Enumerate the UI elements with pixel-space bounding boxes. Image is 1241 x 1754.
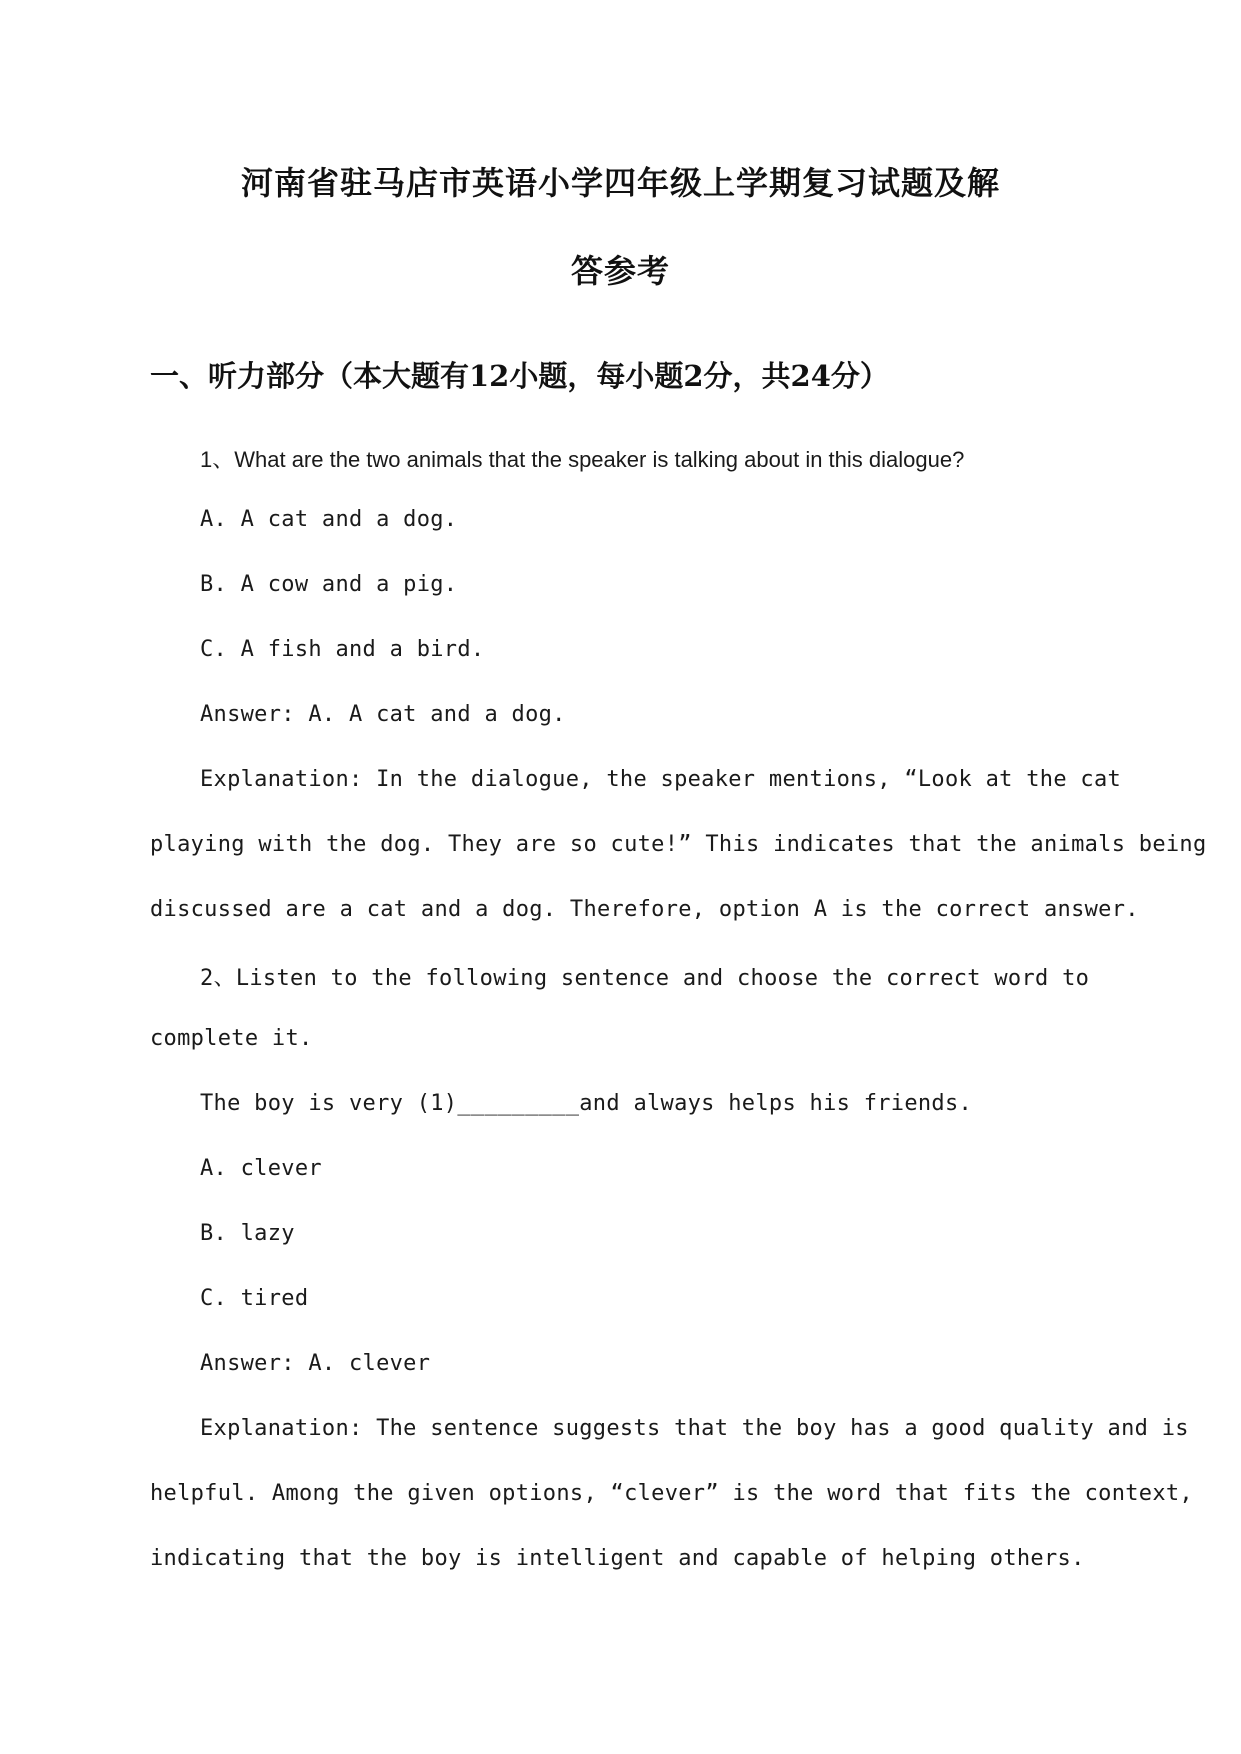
q2-option-b: B. lazy: [200, 1221, 295, 1246]
q1-explanation-line-3: discussed are a cat and a dog. Therefore, option A is the correct answer.: [150, 897, 1139, 922]
doc-title-line-1: 河南省驻马店市英语小学四年级上学期复习试题及解: [240, 164, 1000, 202]
q2-option-a: A. clever: [200, 1156, 322, 1181]
q2-prompt-line-2: complete it.: [150, 1026, 313, 1051]
section-heading: 一、听力部分（本大题有12小题，每小题2分，共24分）: [150, 359, 889, 393]
q1-option-c: C. A fish and a bird.: [200, 637, 485, 662]
q1-option-b: B. A cow and a pig.: [200, 572, 458, 597]
q1-option-a: A. A cat and a dog.: [200, 507, 458, 532]
q1-prompt: 1、What are the two animals that the speaker is talking about in this dialogue?: [200, 447, 965, 472]
q2-explanation-line-1: Explanation: The sentence suggests that the boy has a good quality and is: [200, 1416, 1189, 1441]
q2-option-c: C. tired: [200, 1286, 309, 1311]
q2-explanation-line-2: helpful. Among the given options, “clever” is the word that fits the context,: [150, 1481, 1193, 1506]
doc-title-line-2: 答参考: [570, 252, 670, 290]
q1-explanation-line-2: playing with the dog. They are so cute!” This indicates that the animals being: [150, 832, 1207, 857]
q1-answer: Answer: A. A cat and a dog.: [200, 702, 566, 727]
q1-explanation-line-1: Explanation: In the dialogue, the speaker mentions, “Look at the cat: [200, 767, 1122, 792]
q2-answer: Answer: A. clever: [200, 1351, 431, 1376]
q2-explanation-line-3: indicating that the boy is intelligent and capable of helping others.: [150, 1546, 1085, 1571]
q2-sentence: The boy is very (1)_________and always helps his friends.: [200, 1091, 973, 1116]
q2-prompt-line-1: 2、Listen to the following sentence and choose the correct word to: [200, 966, 1090, 991]
